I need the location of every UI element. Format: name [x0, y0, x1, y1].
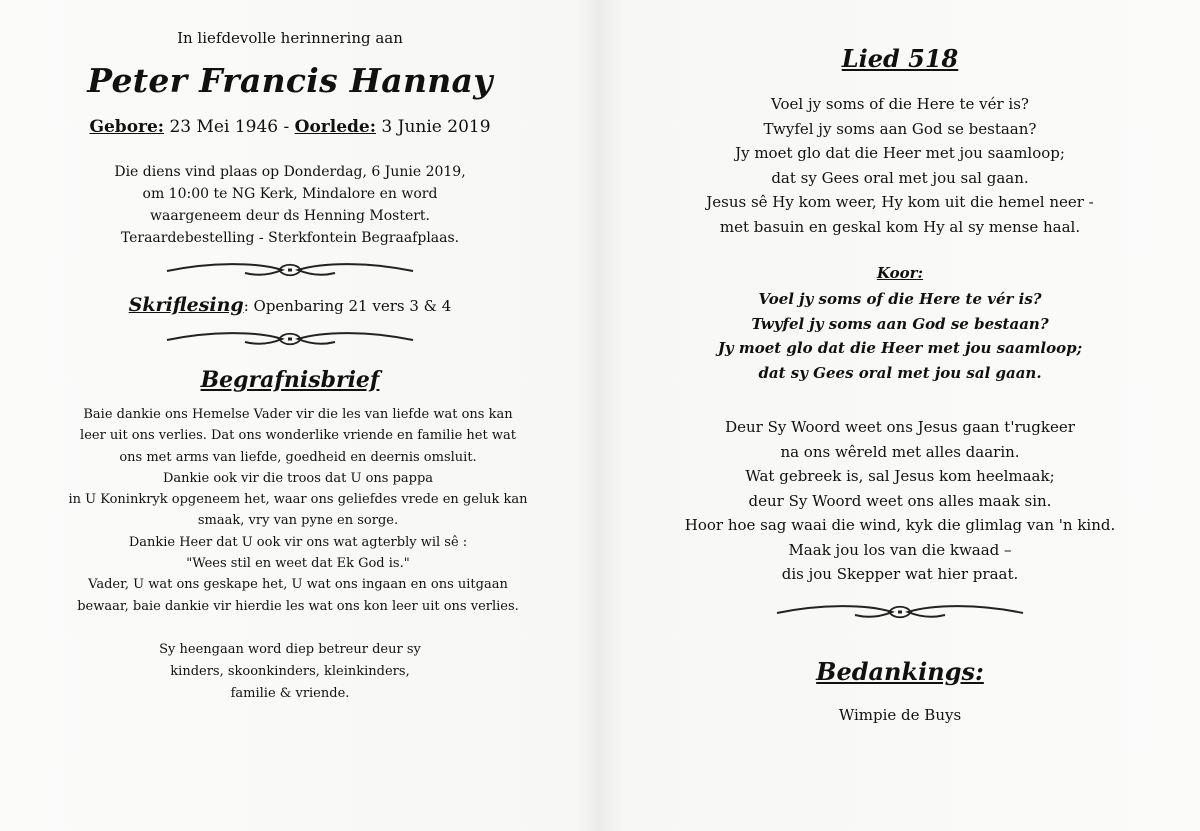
letter-line: "Wees stil en weet dat Ek God is.": [186, 556, 410, 572]
letter-line: Dankie Heer dat U ook vir ons wat agterbly wil sê :: [128, 534, 468, 550]
service-line: Die diens vind plaas op Donderdag, 6 Junie 2019,: [114, 164, 466, 180]
died-label: Oorlede:: [294, 117, 377, 137]
lyric-line: met basuin en geskal kom Hy al sy mense haal.: [719, 217, 1081, 236]
lyric-line: dis jou Skepper wat hier praat.: [781, 565, 1019, 583]
lyric-line: Maak jou los van die kwaad –: [788, 540, 1012, 559]
deceased-name: Peter Francis Hannay: [87, 61, 493, 100]
service-details: [30, 161, 550, 249]
scripture-reading: [18, 293, 562, 318]
chorus-line: dat sy Gees oral met jou sal gaan.: [758, 363, 1042, 382]
song-chorus: [620, 287, 1180, 385]
born-label: Gebore:: [89, 117, 165, 137]
left-page: [0, 0, 580, 831]
memorial-intro: In liefdevolle herinnering aan: [177, 29, 403, 47]
letter-line: Vader, U wat ons geskape het, U wat ons ingaan en ons uitgaan: [88, 577, 508, 593]
letter-line: in U Koninkryk opgeneem het, waar ons geliefdes vrede en geluk kan: [68, 492, 528, 508]
letter-line: Dankie ook vir die troos dat U ons pappa: [162, 470, 434, 486]
song-stanza-one: [620, 92, 1180, 239]
chorus-line: Voel jy soms of die Here te vér is?: [758, 290, 1042, 308]
letter-line: bewaar, baie dankie vir hierdie les wat ons kon leer uit ons verlies.: [77, 598, 519, 614]
letter-line: Baie dankie ons Hemelse Vader vir die les van liefde wat ons kan: [83, 407, 513, 422]
mourners-note: [30, 639, 550, 705]
closing-line: Sy heengaan word diep betreur deur sy: [159, 641, 421, 657]
chorus-label: Koor:: [876, 264, 924, 282]
service-line: om 10:00 te NG Kerk, Mindalore en word: [142, 186, 438, 202]
letter-line: smaak, vry van pyne en sorge.: [197, 513, 399, 529]
letter-line: leer uit ons verlies. Dat ons wonderlike vriende en familie het wat: [80, 428, 516, 444]
song-stanza-two: [620, 415, 1180, 587]
lyric-line: Deur Sy Woord weet ons Jesus gaan t'rugkeer: [725, 418, 1075, 436]
chorus-line: Jy moet glo dat die Heer met jou saamloop;: [717, 339, 1083, 357]
lyric-line: dat sy Gees oral met jou sal gaan.: [771, 168, 1029, 187]
lyric-line: Wat gebreek is, sal Jesus kom heelmaak;: [745, 467, 1055, 485]
lyric-line: Jesus sê Hy kom weer, Hy kom uit die hemel neer -: [706, 193, 1094, 211]
closing-line: familie & vriende.: [230, 685, 350, 701]
flourish-divider-icon: [775, 601, 1025, 623]
funeral-letter: [18, 404, 578, 617]
chorus-line: Twyfel jy soms aan God se bestaan?: [751, 314, 1049, 333]
song-title: Lied 518: [841, 44, 959, 73]
closing-line: kinders, skoonkinders, kleinkinders,: [170, 663, 410, 679]
service-line: Teraardebestelling - Sterkfontein Begraafplaas.: [120, 230, 460, 246]
right-page: [600, 0, 1200, 831]
lyric-line: Hoor hoe sag waai die wind, kyk die glimlag van 'n kind.: [684, 516, 1116, 534]
reading-label: Skriflesing: [128, 294, 244, 316]
thanks-title: Bedankings:: [816, 656, 984, 686]
life-dates: [18, 116, 562, 138]
flourish-divider-icon: [165, 328, 415, 350]
letter-line: ons met arms van liefde, goedheid en deernis omsluit.: [119, 449, 477, 465]
lyric-line: Jy moet glo dat die Heer met jou saamloop;: [735, 144, 1065, 162]
lyric-line: Voel jy soms of die Here te vér is?: [771, 95, 1029, 113]
letter-title: Begrafnisbrief: [200, 367, 380, 393]
reading-text: : Openbaring 21 vers 3 & 4: [243, 297, 452, 315]
died-date: 3 Junie 2019: [381, 117, 491, 137]
born-date: 23 Mei 1946: [169, 117, 279, 137]
thanks-name: Wimpie de Buys: [838, 705, 962, 724]
lyric-line: na ons wêreld met alles daarin.: [780, 442, 1020, 461]
lyric-line: deur Sy Woord weet ons alles maak sin.: [748, 491, 1052, 510]
date-separator: -: [283, 117, 295, 137]
lyric-line: Twyfel jy soms aan God se bestaan?: [763, 119, 1037, 138]
service-line: waargeneem deur ds Henning Mostert.: [150, 208, 430, 224]
flourish-divider-icon: [165, 259, 415, 281]
